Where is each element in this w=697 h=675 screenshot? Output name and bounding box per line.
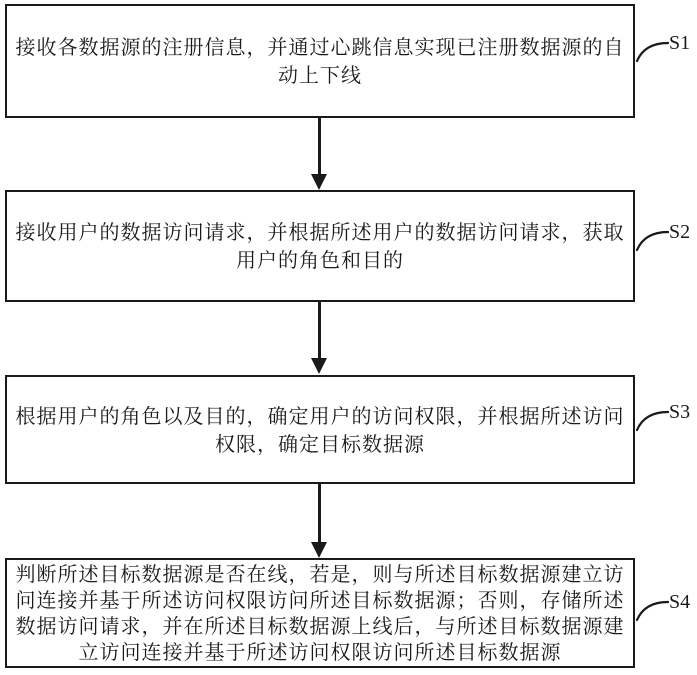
flow-step-box-s2 (5, 190, 635, 302)
leader-line-icon (633, 229, 669, 253)
step-label-s2: S2 (669, 221, 691, 243)
step-text-line: 根据用户的角色以及目的，确定用户的访问权限，并根据所述访问 (15, 403, 625, 428)
step-text-line: 接收各数据源的注册信息，并通过心跳信息实现已注册数据源的自 (15, 35, 625, 59)
step-label-s4: S4 (669, 591, 691, 613)
flow-arrow-down (318, 484, 321, 542)
arrowhead-icon (311, 542, 327, 558)
flow-step-box-s1 (5, 4, 635, 118)
leader-line-icon (633, 40, 669, 64)
leader-line-icon (633, 409, 669, 433)
step-text-line: 用户的角色和目的 (236, 248, 404, 272)
step-text-line: 问连接并基于所述访问权限访问所述目标数据源；否则，存储所述 (15, 588, 625, 612)
flow-step-box-s3 (5, 375, 635, 484)
step-text-line: 判断所述目标数据源是否在线，若是，则与所述目标数据源建立访 (15, 562, 625, 586)
step-text-line: 接收用户的数据访问请求，并根据所述用户的数据访问请求，获取 (15, 220, 625, 244)
flow-arrow-down (318, 118, 321, 176)
step-text-line: 立访问连接并基于所述访问权限访问所述目标数据源 (78, 640, 562, 664)
step-label-s1: S1 (669, 32, 691, 54)
arrowhead-icon (311, 358, 327, 374)
step-text-line: 数据访问请求，并在所述目标数据源上线后，与所述目标数据源建 (15, 614, 625, 638)
step-text-line: 权限，确定目标数据源 (215, 431, 425, 456)
flow-step-box-s4 (5, 558, 635, 668)
arrowhead-icon (311, 174, 327, 190)
step-text-line: 动上下线 (278, 63, 362, 87)
step-label-s3: S3 (669, 401, 691, 423)
leader-line-icon (633, 599, 669, 623)
flow-arrow-down (318, 302, 321, 360)
